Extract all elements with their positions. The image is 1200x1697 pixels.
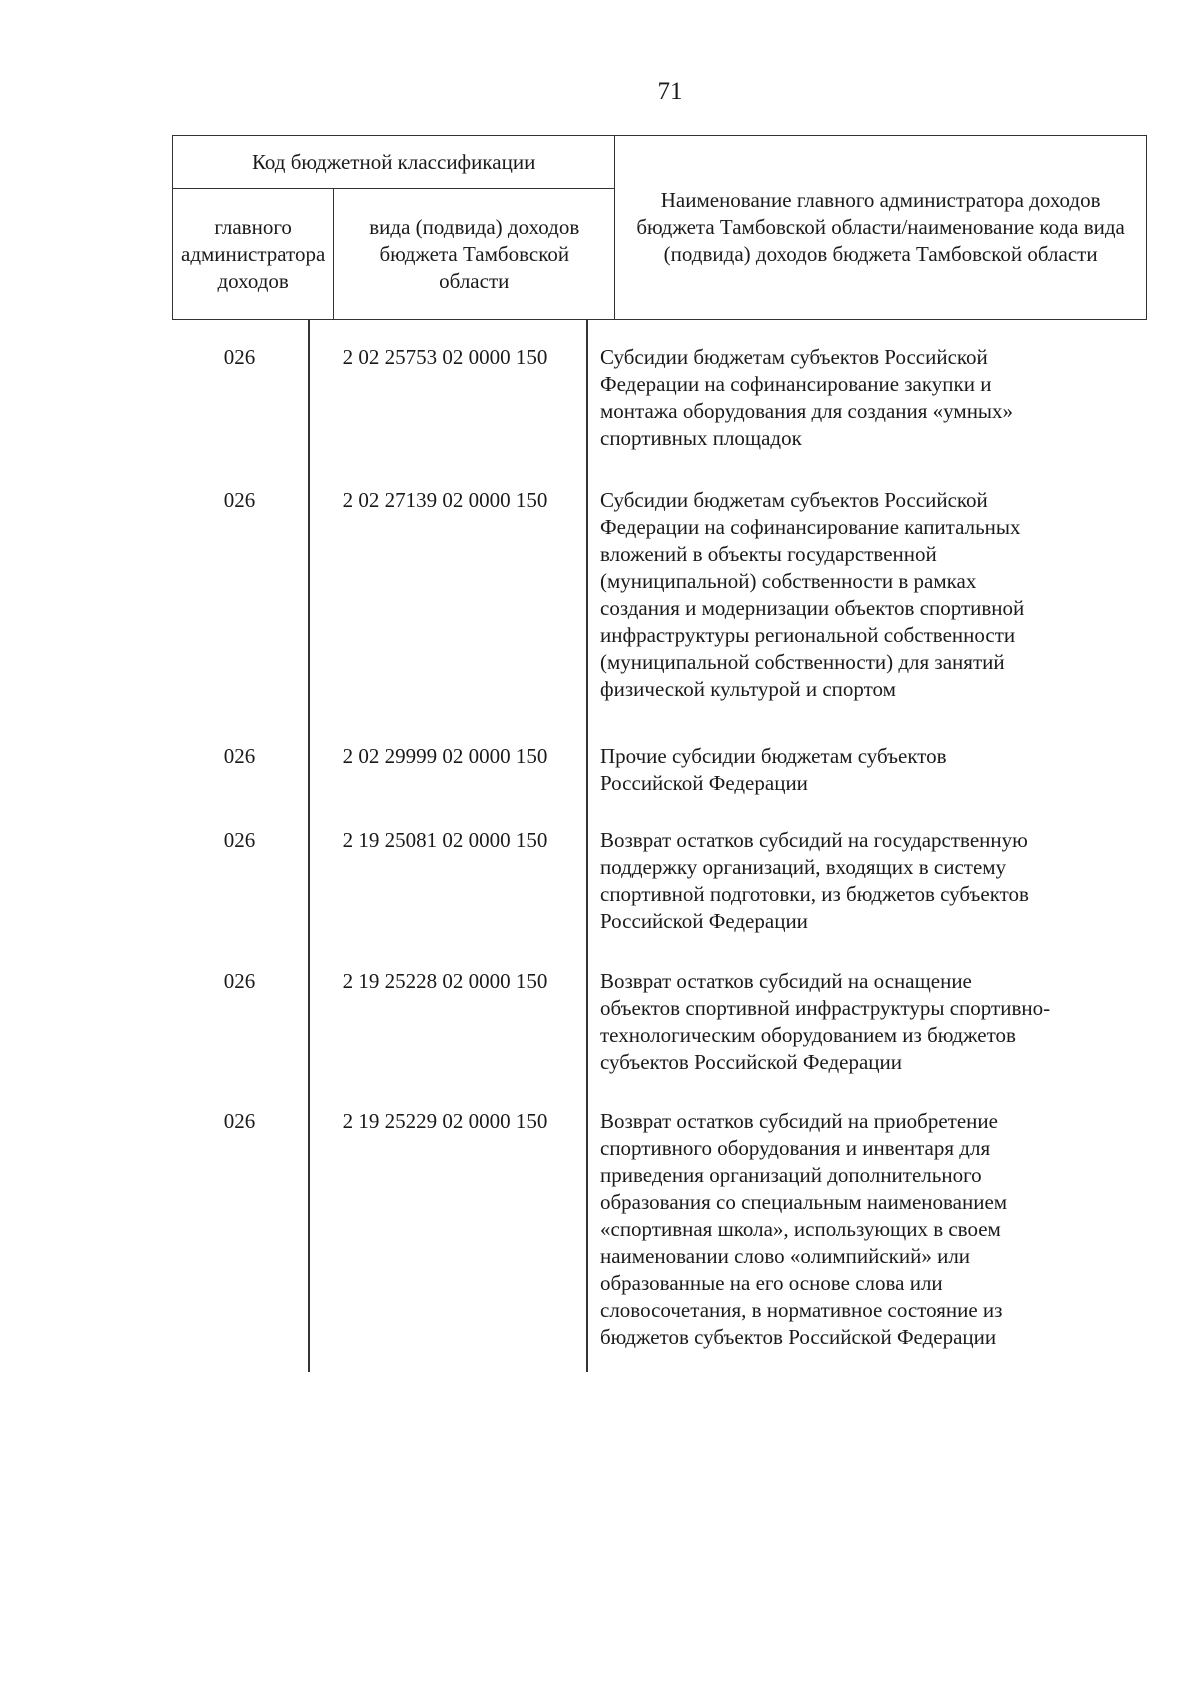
page-number: 71 [657,78,683,105]
income-code-cell: 2 02 27139 02 0000 150 [342,488,548,512]
admin-code-cell: 026 [223,969,256,993]
income-name-cell: Прочие субсидии бюджетам субъектов Российской Федерации [600,744,947,795]
income-name-cell: Возврат остатков субсидий на оснащение объектов спортивной инфраструктуры спортивно- технологическим оборудованием из бюджетов субъектов Российской Федерации [600,969,1051,1074]
income-code-cell: 2 19 25228 02 0000 150 [342,969,548,993]
table-header [172,135,1147,320]
header-name-column: Наименование главного администратора доходов бюджета Тамбовской области/наименование кода вида (подвида) доходов бюджета Тамбовской области [615,136,1147,320]
income-code-cell: 2 19 25081 02 0000 150 [342,828,548,852]
header-admin-column: главного администратора доходов [173,189,334,320]
income-name-cell: Возврат остатков субсидий на государственную поддержку организаций, входящих в систему спортивной подготовки, из бюджетов субъектов Российской Федерации [600,828,1029,933]
admin-code-cell: 026 [223,345,256,369]
admin-code-cell: 026 [223,1109,256,1133]
income-code-cell: 2 02 25753 02 0000 150 [342,345,548,369]
header-budget-classification: Код бюджетной классификации [173,136,615,189]
admin-code-cell: 026 [223,828,256,852]
header-code-column: вида (подвида) доходов бюджета Тамбовской области [334,189,615,320]
income-code-cell: 2 19 25229 02 0000 150 [342,1109,548,1133]
income-name-cell: Субсидии бюджетам субъектов Российской Федерации на софинансирование закупки и монтажа оборудования для создания «умных» спортивных площадок [600,345,1014,450]
admin-code-cell: 026 [223,744,256,768]
income-name-cell: Субсидии бюджетам субъектов Российской Федерации на софинансирование капитальных вложений в объекты государственной (муниципальной) собственности в рамках создания и модернизации объектов спортивной инфраструктуры региональной собственности (муниципальной собственности) для занятий физической культурой и спортом [600,488,1025,701]
income-name-cell: Возврат остатков субсидий на приобретение спортивного оборудования и инвентаря для приведения организаций дополнительного образования со специальным наименованием «спортивная школа», использующих в своем наименовании слово «олимпийский» или образованные на его основе слова или словосочетания, в нормативное состояние из бюджетов субъектов Российской Федерации [600,1109,1008,1349]
admin-code-cell: 026 [223,488,256,512]
column-divider-right [586,320,588,1372]
income-code-cell: 2 02 29999 02 0000 150 [342,744,548,768]
